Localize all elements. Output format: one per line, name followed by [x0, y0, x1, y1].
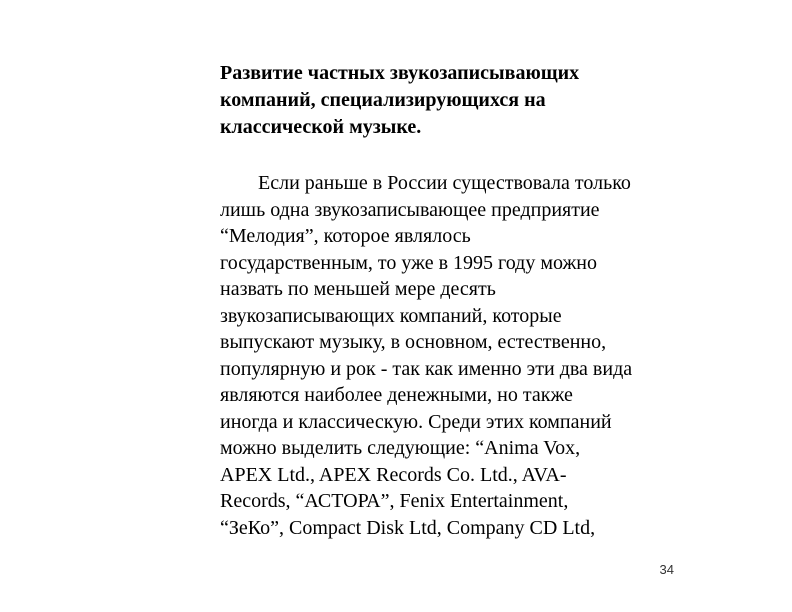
paragraph-line: APEX Ltd., APEX Records Co. Ltd., AVA-	[220, 463, 567, 486]
paragraph-line: Если раньше в России существовала только	[258, 172, 631, 194]
paragraph-line: “Мелодия”, которое являлось	[220, 225, 471, 247]
paragraph-line: выпускают музыку, в основном, естественно,	[220, 331, 607, 353]
paragraph-line: государственным, то уже в 1995 году можно	[220, 251, 598, 274]
paragraph-line: иногда и классическую. Среди этих компаний	[220, 410, 612, 433]
paragraph-line: “ЗеКо”, Compact Disk Ltd, Company CD Ltd,	[220, 516, 596, 539]
paragraph-line: можно выделить следующие: “Anima Vox,	[220, 437, 581, 459]
page-number: 34	[659, 562, 674, 577]
paragraph-line: являются наиболее денежными, но также	[220, 384, 573, 406]
heading-line: Развитие частных звукозаписывающих	[220, 62, 580, 84]
heading-line: классической музыке.	[220, 116, 422, 138]
body-paragraph	[220, 170, 700, 541]
paragraph-line: назвать по меньшей мере десять	[220, 278, 496, 300]
heading-line: компаний, специализирующихся на	[220, 89, 546, 111]
paragraph-line: звукозаписывающих компаний, которые	[220, 304, 562, 327]
paragraph-line: Records, “АСТОРА”, Fenix Entertainment,	[220, 490, 569, 512]
heading	[220, 60, 690, 141]
paragraph-line: популярную и рок - так как именно эти два вида	[220, 357, 633, 380]
paragraph-line: лишь одна звукозаписывающее предприятие	[220, 198, 600, 221]
